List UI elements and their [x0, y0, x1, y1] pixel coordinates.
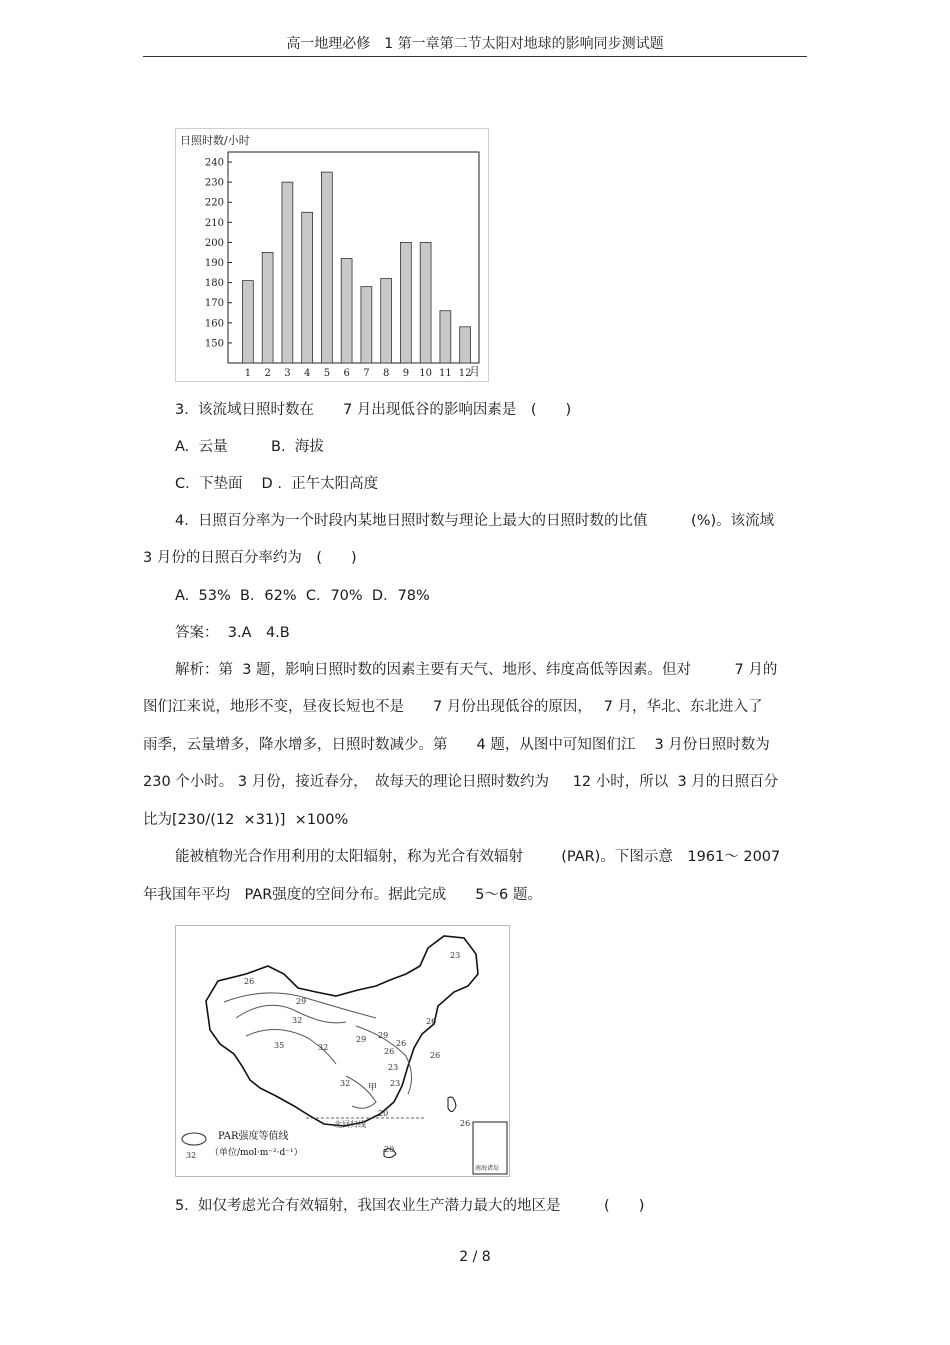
map-label-10: 26 [384, 1047, 395, 1056]
x-tick-label: 1 [244, 368, 252, 379]
y-tick-label: 170 [204, 298, 224, 310]
chart-svg [176, 129, 488, 381]
map-label-15: 26 [460, 1119, 471, 1128]
y-tick-label: 150 [204, 338, 224, 350]
bar-month-7 [361, 287, 372, 363]
x-tick-label: 10 [419, 368, 432, 379]
x-tick-label: 4 [303, 368, 311, 379]
analysis-line-1: 解析：第 3 题，影响日照时数的因素主要有天气、地形、纬度高低等因素。但对 7 月的 [175, 662, 778, 678]
chart-x-unit: 月 [469, 365, 480, 378]
map-label-0: 23 [450, 951, 461, 960]
bar-month-6 [341, 259, 352, 363]
question-3: 3. 该流域日照时数在 7 月出现低谷的影响因素是 ( ) [175, 402, 572, 418]
map-label-12: 32 [340, 1079, 351, 1088]
page-header: 高一地理必修 1 第一章第二节太阳对地球的影响同步测试题 [143, 32, 807, 57]
chart-ylabel: 日照时数/小时 [180, 134, 250, 147]
map-label-9: 23 [388, 1063, 399, 1072]
x-tick-label: 9 [402, 368, 410, 379]
y-tick-label: 200 [204, 237, 224, 249]
bar-month-2 [262, 252, 273, 363]
analysis-line-5: 比为[230/(12 ×31)] ×100% [143, 812, 349, 828]
page-number: 2 / 8 [459, 1249, 491, 1265]
question-3-options-cd: C. 下垫面 D . 正午太阳高度 [175, 476, 379, 492]
bar-month-5 [321, 172, 332, 363]
x-tick-label: 11 [439, 368, 452, 379]
legend-unit: （单位/mol·m⁻²·d⁻¹） [210, 1148, 303, 1158]
x-tick-label: 3 [284, 368, 291, 379]
question-5: 5. 如仅考虑光合有效辐射，我国农业生产潜力最大的地区是 ( ) [175, 1198, 645, 1214]
map-label-3: 32 [292, 1016, 303, 1025]
par-isoline-map [175, 925, 510, 1177]
china-map-svg [176, 926, 509, 1176]
map-label-14: 26 [396, 1039, 407, 1048]
y-tick-label: 240 [204, 157, 224, 169]
legend-sample-value: 32 [186, 1151, 197, 1160]
x-tick-label: 6 [343, 368, 350, 379]
answer-line: 答案： 3.A 4.B [175, 625, 290, 641]
bar-month-12 [460, 327, 471, 363]
x-tick-label: 7 [363, 368, 370, 379]
map-label-4: 35 [274, 1041, 285, 1050]
y-tick-label: 220 [204, 197, 224, 209]
analysis-line-4: 230 个小时。 3 月份，接近春分， 故每天的理论日照时数约为 12 小时，所以 3 月的日照百分 [143, 774, 779, 790]
map-label-7: 26 [426, 1017, 437, 1026]
question-4-line-1: 4. 日照百分率为一个时段内某地日照时数与理论上最大的日照时数的比值 (%)。该流域 [175, 513, 775, 529]
y-tick-label: 230 [204, 177, 224, 189]
par-intro-line-2: 年我国年平均 PAR强度的空间分布。据此完成 5～6 题。 [143, 887, 542, 903]
china-outline [206, 936, 478, 1126]
map-label-11: 29 [378, 1031, 389, 1040]
bar-month-11 [440, 311, 451, 363]
bar-month-9 [400, 242, 411, 363]
map-label-17: 20 [384, 1145, 395, 1154]
par-intro-line-1: 能被植物光合作用利用的太阳辐射，称为光合有效辐射 (PAR)。下图示意 1961～ 2007 [175, 849, 781, 865]
map-tropic-label: 北回归线 [334, 1120, 366, 1129]
x-tick-label: 8 [382, 368, 390, 379]
map-label-13: 20 [378, 1109, 389, 1118]
legend-title: PAR强度等值线 [218, 1131, 289, 1142]
sunshine-bar-chart [175, 128, 489, 382]
analysis-line-3: 雨季，云量增多，降水增多，日照时数减少。第 4 题，从图中可知图们江 3 月份日照时数为 [143, 737, 770, 753]
map-label-6: 29 [356, 1035, 367, 1044]
bar-month-1 [242, 281, 253, 363]
question-4-options: A. 53% B．62% C．70% D．78% [175, 588, 430, 604]
bar-month-4 [302, 212, 313, 363]
legend-isoline-sample [182, 1133, 206, 1145]
y-tick-label: 180 [204, 278, 224, 290]
south-sea-inset-label: 南海诸岛 [475, 1165, 500, 1172]
bar-month-3 [282, 182, 293, 363]
map-label-2: 29 [296, 997, 307, 1006]
isoline-32-west [236, 1005, 346, 1023]
bar-month-8 [381, 279, 392, 363]
map-label-1: 26 [244, 977, 255, 986]
question-4-line-2: 3 月份的日照百分率约为 ( ) [143, 550, 357, 566]
map-label-8: 26 [430, 1051, 441, 1060]
taiwan-island [448, 1097, 456, 1112]
y-tick-label: 190 [204, 258, 224, 270]
map-label-16: 23 [390, 1079, 401, 1088]
x-tick-label: 12 [458, 368, 472, 379]
x-tick-label: 2 [264, 368, 271, 379]
map-place-jia: 甲 [368, 1083, 378, 1093]
y-tick-label: 210 [204, 217, 224, 229]
question-3-options-ab: A. 云量 B. 海拔 [175, 439, 324, 455]
analysis-line-2: 图们江来说，地形不变，昼夜长短也不是 7 月份出现低谷的原因， 7 月，华北、东北进入了 [143, 699, 763, 715]
bar-month-10 [420, 242, 431, 363]
map-label-5: 32 [318, 1043, 329, 1052]
x-tick-label: 5 [323, 368, 331, 379]
y-tick-label: 160 [204, 318, 224, 330]
